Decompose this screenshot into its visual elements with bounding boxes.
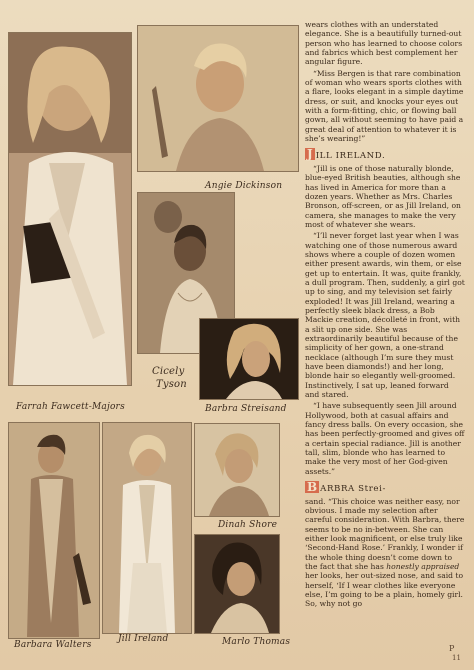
dropcap-jill: J xyxy=(307,147,313,162)
page-number: 11 xyxy=(452,654,461,662)
dropcap-barbra: B xyxy=(307,480,318,495)
photo-jill-ireland xyxy=(102,422,192,634)
photo-jill-image xyxy=(103,423,191,633)
photo-dinah-shore xyxy=(194,423,280,517)
photo-angie-dickinson xyxy=(137,25,299,172)
photo-barbra-image xyxy=(200,319,298,399)
article-paragraph-6 xyxy=(305,497,465,609)
section-head-jill xyxy=(305,148,465,161)
photo-barbara-walters xyxy=(8,422,100,639)
article-paragraph-6-italic: honestly appraised xyxy=(386,561,460,571)
article-paragraph-6b: her looks, her out-sized nose, and said to herself, ‘If I wear clothes like everyone else, I’m going to be a plain, homely girl. So, why not go xyxy=(305,571,464,609)
article-paragraph-3: “Jill is one of those naturally blonde, blue-eyed British beauties, although she has lived in America for more than a dozen years. Whether as Mrs. Charles Bronson, off-screen, or as Jill Ireland, on camera, she manages to make the very most of whatever she wears. xyxy=(305,163,461,229)
caption-barbra-streisand: Barbra Streisand xyxy=(205,404,287,414)
article-paragraph-2: “Miss Bergen is that rare combination of woman who wears sports clothes with a flare, looks elegant in a simple daytime dress, or suit, and knocks your eyes out with a form-fitting, chic, or flowing ball gown, all without seeming to have paid a great deal of attention to whatever it is she’s wearing!” xyxy=(305,68,464,144)
section-head-barbra xyxy=(305,481,465,494)
caption-farrah: Farrah Fawcett-Majors xyxy=(16,402,125,412)
photo-farrah-image xyxy=(9,33,131,385)
caption-cicely-line1: Cicely xyxy=(152,366,185,377)
photo-dinah-image xyxy=(195,424,279,516)
caption-marlo-thomas: Marlo Thomas xyxy=(222,637,291,647)
article-paragraph-6a: sand. “This choice was neither easy, nor obvious. I made my selection after careful consideration. With Barbra, there seems to be no in-between. She can either look magnificent, or else truly like ‘Second-Hand Rose.’ Frankly, I wonder if the whole thing doesn’t come down to the fact that she has xyxy=(305,496,465,571)
section-head-jill-text: ILL IRELAND. xyxy=(315,151,386,162)
article-paragraph-4: “I’ll never forget last year when I was watching one of those numerous award shows where a couple of dozen women either present awards, win them, or else get up to entertain. It was, quite frankly, a dull program. Then, suddenly, a girl got up to sing, and my television set fairly exploded! It was Jill Ireland, wearing a perfectly sleek black dress, a Bob Mackie creation, décolleté in front, with a slit up one side. She was extraordinarily beautiful because of the simplicity of her gown, a one-strand necklace (although I’m sure they must have been diamonds!) and her long, blonde hair so elegantly well-groomed. Instinctively, I sat up, leaned forward and stared. xyxy=(305,231,465,400)
caption-cicely-line2: Tyson xyxy=(156,379,187,390)
photo-farrah-fawcett xyxy=(8,32,132,386)
photo-barbra-streisand xyxy=(199,318,299,400)
photo-barbara-walters-image xyxy=(9,423,99,638)
article-paragraph-1: wears clothes with an understated elegance. She is a beautifully turned-out person who has learned to choose colors and fabrics which best complement her angular figure. xyxy=(305,20,463,67)
photo-angie-image xyxy=(138,26,298,171)
article-paragraph-5: “I have subsequently seen Jill around Hollywood, both at casual affairs and fancy dress balls. On every occasion, she has been perfectly-groomed and gives off a certain special radiance. Jill is another tall, slim, blonde who has learned to make the very most of her God-given assets.” xyxy=(305,401,465,476)
caption-jill-ireland: Jill Ireland xyxy=(118,634,169,644)
caption-angie: Angie Dickinson xyxy=(205,181,283,191)
section-head-barbra-text: ARBRA Strei- xyxy=(320,484,386,495)
caption-dinah-shore: Dinah Shore xyxy=(218,520,278,530)
photo-marlo-image xyxy=(195,535,279,633)
caption-barbara-walters: Barbara Walters xyxy=(14,640,92,650)
photo-marlo-thomas xyxy=(194,534,280,634)
page-mark: P xyxy=(449,644,455,653)
article-column xyxy=(305,20,465,660)
